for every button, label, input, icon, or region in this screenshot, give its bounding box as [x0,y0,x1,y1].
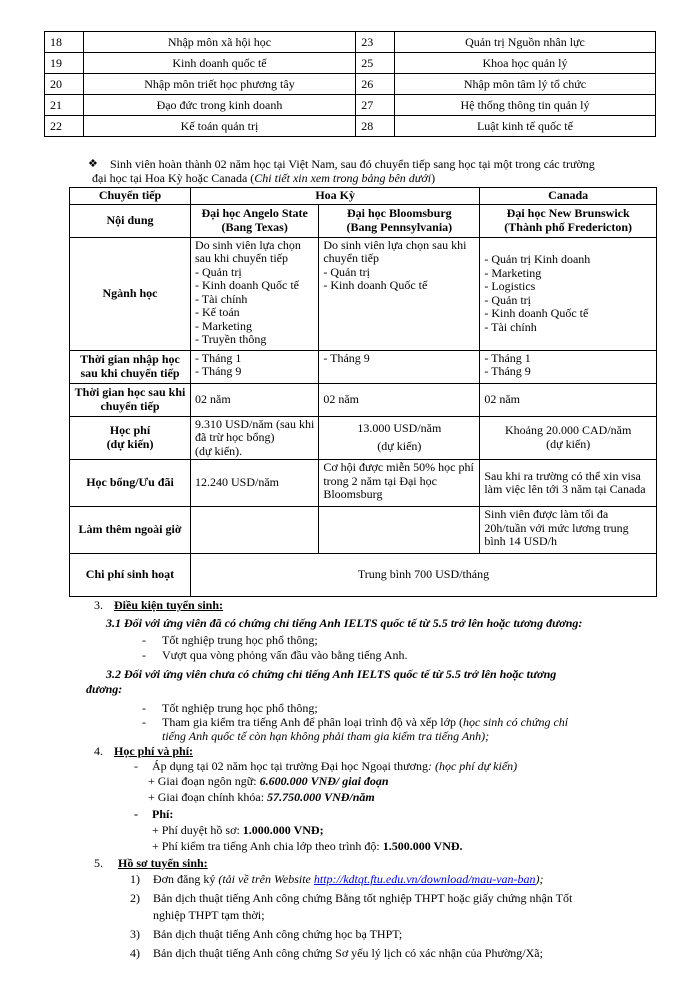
fee-angelo [191,416,319,460]
cell-line: - Kinh doanh Quốc tế [484,306,589,320]
sec3-sub2-item1: Tốt nghiệp trung học phổ thông; [162,701,318,715]
sec3-sub2-line1: 3.2 Đối với ứng viên chưa có chứng chỉ tiếng Anh IELTS quốc tế từ 5.5 trở lên hoặc tương [106,667,557,681]
sec4-main-phase: + Giai đoạn chính khóa: 57.750.000 VNĐ/năm [148,790,375,804]
course-name: Kinh doanh quốc tế [83,53,355,74]
majors-row [45,74,656,95]
sec3-sub2-dash1: - [142,701,146,715]
sec4-fee-b: + Phí kiểm tra tiếng Anh chia lớp theo trình độ: 1.500.000 VNĐ. [152,839,463,853]
cell-line: - Logistics [484,279,536,293]
cell-line: 20h/tuần với mức lương trung [484,520,629,535]
duration-angelo: 02 năm [191,383,319,416]
university-new-brunswick: Đại học New Brunswick (Thành phố Fredericton) [480,204,657,237]
course-name: Nhập môn xã hội học [83,32,355,53]
course-number: 22 [45,116,84,137]
sec3-sub1: 3.1 Đối với ứng viên đã có chứng chỉ tiếng Anh IELTS quốc tế từ 5.5 trở lên hoặc tương đương: [106,616,583,630]
course-number: 19 [45,53,84,74]
cell-line: - Quản trị Kinh doanh [484,252,591,266]
sec4-lang-phase: + Giai đoạn ngôn ngữ: 6.600.000 VNĐ/ giai đoạn [148,774,389,788]
sec3-sub2-dash2: - [142,715,146,729]
cell-line: Bloomsburg [323,487,383,501]
cell-line: - Tháng 1 [195,350,242,365]
sec5-item4-num: 4) [130,946,140,960]
intake-angelo [191,350,319,383]
work-angelo [191,507,319,554]
sec5-item2-cont: nghiệp THPT tạm thời; [153,908,265,922]
course-number: 23 [356,32,395,53]
sec5-item4: Bản dịch thuật tiếng Anh công chứng Sơ yếu lý lịch có xác nhận của Phường/Xã; [153,946,543,960]
row-label-intake: Thời gian nhập học sau khi chuyển tiếp [70,350,191,383]
cell-line: - Tháng 1 [484,350,531,365]
sec3-sub2-line2: đương: [86,682,123,696]
course-number: 21 [45,95,84,116]
sec3-title: Điều kiện tuyển sinh: [114,598,224,612]
sec4-dash1: - [134,759,138,773]
fee-new-brunswick: Khoảng 20.000 CAD/năm (dự kiến) [480,416,657,460]
cell-line: Cơ hội được miễn 50% học phí [323,460,474,474]
cell-line: - Marketing [195,318,252,333]
cell-line: bình 14 USD/h [484,534,558,548]
sec5-item1: Đơn đăng ký (tải về trên Website http://kdtqt.ftu.edu.vn/download/mau-van-ban); [153,872,544,886]
diamond-bullet-icon: ❖ [88,158,98,170]
cell-line: Sau khi ra trường có thể xin visa [484,468,641,483]
header-usa: Hoa Kỳ [191,188,480,205]
sec3-sub1-item2: Vượt qua vòng phỏng vấn đầu vào bằng tiếng Anh. [162,648,408,662]
cell-line: - Quản trị [323,264,370,279]
course-name: Hệ thống thông tin quản lý [394,95,655,116]
sec5-item3: Bản dịch thuật tiếng Anh công chứng học bạ THPT; [153,927,403,941]
scholarship-bloomsburg [319,460,480,507]
course-number: 27 [356,95,395,116]
majors-bloomsburg [319,237,480,350]
majors-new-brunswick [480,237,657,350]
sec4-item1: Áp dụng tại 02 năm học tại trường Đại học Ngoại thương: (học phí dự kiến) [152,759,518,773]
sec5-item3-num: 3) [130,927,140,941]
cell-line: - Quản trị [195,264,242,279]
scholarship-angelo: 12.240 USD/năm [191,460,319,507]
majors-row [45,53,656,74]
sec4-title: Học phí và phí: [114,744,194,758]
course-name: Nhập môn tâm lý tổ chức [394,74,655,95]
row-label-majors: Ngành học [70,237,191,350]
cell-line: đã trừ học bổng) [195,430,275,444]
majors-table [44,31,656,137]
header-canada: Canada [480,188,657,205]
cell-line: - Kế toán [195,305,240,319]
sec4-number: 4. [94,744,103,758]
course-name: Đạo đức trong kinh doanh [83,95,355,116]
cell-line: - Tài chính [195,291,248,306]
cell-line: chuyển tiếp [323,251,379,265]
duration-new-brunswick: 02 năm [480,383,657,416]
cell-line: làm việc lên tới 3 năm tại Canada [484,482,646,496]
course-number: 20 [45,74,84,95]
sec3-sub1-dash1: - [142,633,146,647]
sec3-sub1-dash2: - [142,648,146,662]
transfer-note-line2: đại học tại Hoa Kỳ hoặc Canada (Chi tiết xin xem trong bảng bên dưới) [92,171,436,185]
cell-line: 9.310 USD/năm (sau khi [195,416,315,431]
work-bloomsburg [319,507,480,554]
course-name: Quản trị Nguồn nhân lực [394,32,655,53]
row-label-living: Chi phí sinh hoạt [70,554,191,597]
cell-line: sau khi chuyển tiếp [195,251,288,265]
cell-line: Sinh viên được làm tối đa [484,507,609,521]
majors-row [45,95,656,116]
sec4-dash2: - [134,807,138,821]
cell-line: (dự kiến). [195,443,243,458]
intake-new-brunswick [480,350,657,383]
cell-line: - Tháng 9 [484,364,531,378]
work-new-brunswick [480,507,657,554]
sec5-item2-num: 2) [130,891,140,905]
row-label-duration: Thời gian học sau khi chuyển tiếp [70,383,191,416]
university-bloomsburg: Đại học Bloomsburg (Bang Pennsylvania) [319,204,480,237]
intake-bloomsburg [319,350,480,383]
cell-line: trong 2 năm tại Đại học [323,473,437,488]
course-name: Nhập môn triết học phương tây [83,74,355,95]
duration-bloomsburg: 02 năm [319,383,480,416]
download-link[interactable]: http://kdtqt.ftu.edu.vn/download/mau-van-ban [313,872,536,886]
fee-bloomsburg: 13.000 USD/năm (dự kiến) [319,416,480,460]
sec5-number: 5. [94,856,103,870]
transfer-table [69,187,657,597]
course-number: 25 [356,53,395,74]
cell-line: - Tháng 9 [195,364,242,378]
course-number: 18 [45,32,84,53]
sec3-sub1-item1: Tốt nghiệp trung học phổ thông; [162,633,318,647]
course-name: Luật kinh tế quốc tế [394,116,655,137]
sec5-item2: Bản dịch thuật tiếng Anh công chứng Bằng tốt nghiệp THPT hoặc giấy chứng nhận Tốt [153,891,573,905]
scholarship-new-brunswick [480,460,657,507]
transfer-note-line1: Sinh viên hoàn thành 02 năm học tại Việt Nam, sau đó chuyển tiếp sang học tại một trong các trường [110,157,595,171]
sec5-title: Hồ sơ tuyển sinh: [118,856,208,870]
living-cost: Trung bình 700 USD/tháng [191,554,657,597]
course-name: Kế toán quản trị [83,116,355,137]
cell-line: Do sinh viên lựa chọn [195,237,301,252]
row-label-scholarship: Học bổng/Ưu đãi [70,460,191,507]
cell-line: Do sinh viên lựa chọn sau khi [323,237,467,252]
majors-angelo [191,237,319,350]
cell-line: - Quản trị [484,292,531,307]
sec3-sub2-item2-cont: tiếng Anh quốc tế còn hạn không phải tham gia kiểm tra tiếng Anh); [162,729,490,743]
cell-line: - Tháng 9 [323,350,370,365]
header-transfer: Chuyển tiếp [70,188,191,205]
cell-line: - Tài chính [484,319,537,334]
course-number: 26 [356,74,395,95]
row-label-work: Làm thêm ngoài giờ [70,507,191,554]
majors-row [45,116,656,137]
cell-line: - Marketing [484,265,542,280]
sec5-item1-num: 1) [130,872,140,886]
row-label-fee: Học phí (dự kiến) [70,416,191,460]
cell-line: - Truyền thông [195,332,267,346]
university-angelo: Đại học Angelo State (Bang Texas) [191,204,319,237]
course-name: Khoa học quản lý [394,53,655,74]
header-content: Nội dung [70,204,191,237]
sec4-fee-a: + Phí duyệt hồ sơ: 1.000.000 VNĐ; [152,823,324,837]
course-number: 28 [356,116,395,137]
majors-row [45,32,656,53]
sec4-fees-title: Phí: [152,807,174,821]
sec3-number: 3. [94,598,103,612]
cell-line: - Kinh doanh Quốc tế [323,278,428,292]
sec3-sub2-item2: Tham gia kiểm tra tiếng Anh để phân loại trình độ và xếp lớp (học sinh có chứng chỉ [162,715,569,729]
cell-line: - Kinh doanh Quốc tế [195,278,299,292]
